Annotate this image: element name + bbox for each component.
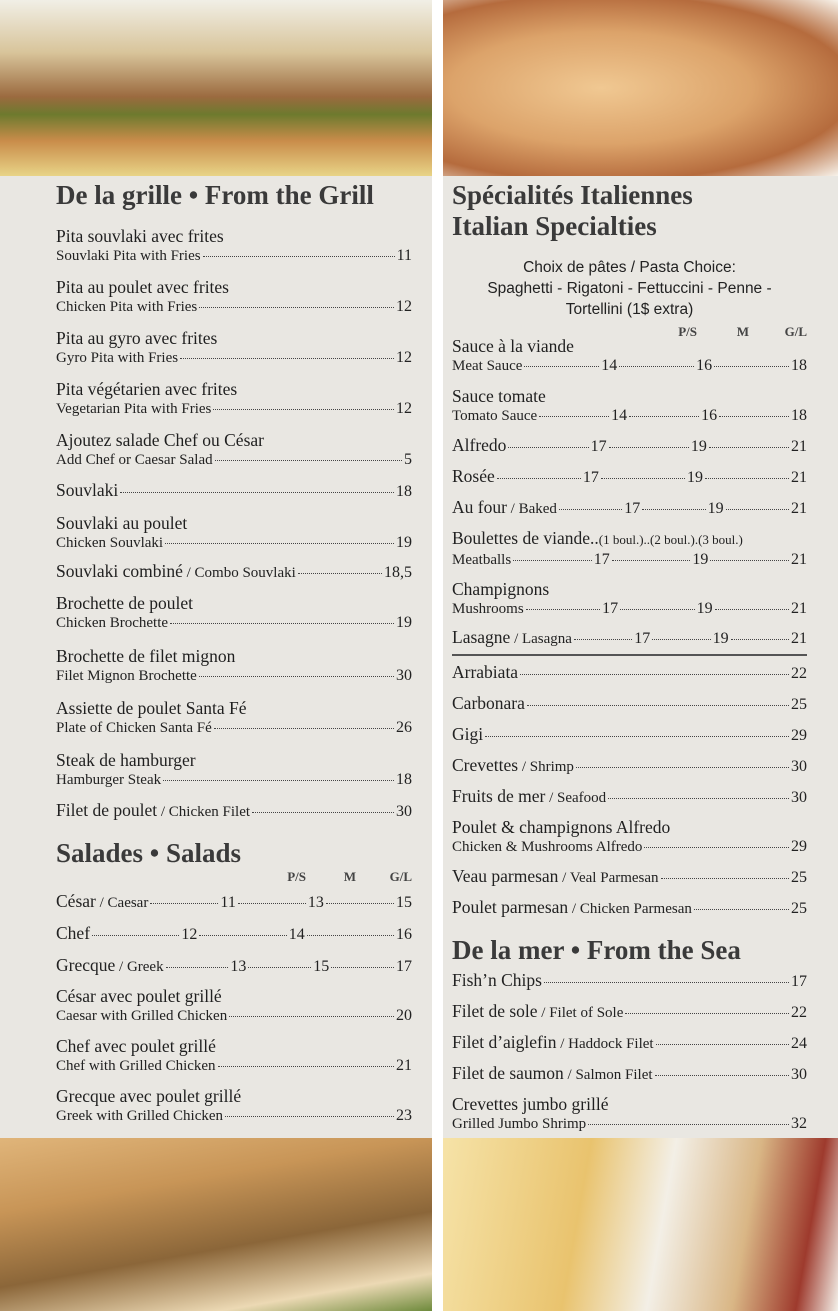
item-price: 30 [791, 1066, 807, 1083]
item-name-fr: Champignons [452, 579, 550, 599]
item-price: 17 [593, 551, 610, 568]
menu-item [56, 430, 412, 470]
item-price: 16 [696, 357, 713, 374]
item-name-fr: Filet de poulet [56, 800, 158, 820]
item-name-fr: César avec poulet grillé [56, 986, 222, 1006]
item-note: (1 boul.)..(2 boul.).(3 boul.) [598, 532, 743, 547]
item-name-fr: Filet d’aiglefin [452, 1032, 557, 1052]
item-price: 12 [396, 298, 412, 315]
item-price: 21 [396, 1057, 412, 1074]
item-price: 29 [791, 727, 807, 744]
menu-item [56, 698, 412, 738]
item-name-en: Chicken Souvlaki [56, 535, 164, 551]
item-price: 19 [686, 469, 703, 486]
item-name-fr: Sauce tomate [452, 386, 546, 406]
item-price: 15 [313, 958, 330, 975]
size-label: M [343, 869, 356, 884]
item-name-fr: Brochette de poulet [56, 593, 194, 613]
item-name-fr: Steak de hamburger [56, 750, 196, 770]
item-price: 12 [396, 349, 412, 366]
menu-item [452, 497, 807, 519]
menu-item [452, 755, 807, 777]
menu-item [56, 750, 412, 790]
menu-item [56, 1086, 412, 1126]
item-price: 15 [395, 894, 412, 911]
menu-item [452, 724, 807, 746]
item-price: 30 [396, 803, 412, 820]
item-price: 32 [791, 1115, 807, 1132]
menu-item [56, 593, 412, 633]
italian-section [452, 247, 807, 1134]
item-name-fr: Boulettes de viande.. [452, 528, 599, 548]
menu-item [452, 579, 807, 619]
item-name-fr: César [56, 891, 96, 911]
item-price: 17 [634, 630, 651, 647]
item-price: 17 [395, 958, 412, 975]
grill-section [56, 226, 412, 1126]
item-price: 13 [230, 958, 247, 975]
menu-item [452, 817, 807, 857]
item-price: 16 [396, 926, 413, 943]
item-price: 17 [791, 973, 807, 990]
item-price: 13 [307, 894, 324, 911]
item-name-en: / Lasagna [514, 631, 572, 647]
menu-item [56, 226, 412, 266]
item-name-fr: Alfredo [452, 435, 507, 455]
item-name-fr: Filet de saumon [452, 1063, 564, 1083]
item-price: 19 [396, 614, 412, 631]
item-name-en: Vegetarian Pita with Fries [56, 401, 212, 417]
item-price: 22 [791, 1004, 807, 1021]
item-name-en: / Seafood [549, 790, 607, 806]
column-divider [432, 0, 443, 1311]
item-price: 14 [601, 357, 618, 374]
menu-item [56, 379, 412, 419]
item-price: 18,5 [384, 564, 412, 581]
item-name-fr: Poulet parmesan [452, 897, 569, 917]
item-name-fr: Souvlaki [56, 480, 119, 500]
item-name-fr: Crevettes jumbo grillé [452, 1094, 609, 1114]
salads-heading: Salades • Salads [56, 838, 242, 868]
item-name-en: Add Chef or Caesar Salad [56, 452, 213, 468]
size-header [56, 869, 412, 885]
size-label: M [736, 324, 749, 339]
item-name-en: Plate of Chicken Santa Fé [56, 720, 212, 736]
item-price: 18 [791, 407, 807, 424]
item-name-en: Hamburger Steak [56, 772, 162, 788]
item-price: 18 [396, 483, 412, 500]
item-price: 24 [791, 1035, 807, 1052]
italian-heading [452, 180, 693, 242]
pita-wrap-photo [443, 1138, 838, 1311]
item-price: 11 [220, 894, 236, 911]
menu-item [452, 1094, 807, 1134]
grilled-chicken-photo [0, 1138, 432, 1311]
item-name-en: / Caesar [99, 895, 149, 911]
item-name-en: / Chicken Filet [160, 804, 251, 820]
pasta-choice-line: Spaghetti - Rigatoni - Fettuccini - Penne - [487, 280, 772, 297]
item-name-fr: Grecque [56, 955, 116, 975]
size-label: P/S [678, 324, 697, 339]
item-price: 19 [692, 551, 709, 568]
menu-item [56, 561, 412, 583]
item-name-en: Caesar with Grilled Chicken [56, 1008, 228, 1024]
item-name-en: Souvlaki Pita with Fries [56, 248, 201, 264]
item-name-en: Chicken Pita with Fries [56, 299, 198, 315]
size-label: G/L [389, 869, 412, 884]
item-name-fr: Pita au poulet avec frites [56, 277, 229, 297]
menu-item [56, 986, 412, 1026]
item-price: 25 [791, 900, 807, 917]
pasta-choice-line: Choix de pâtes / Pasta Choice: [523, 259, 736, 276]
item-name-en: / Filet of Sole [541, 1005, 624, 1021]
item-price: 26 [396, 719, 412, 736]
item-name-en: Mushrooms [452, 601, 524, 617]
menu-item [56, 328, 412, 368]
size-label: P/S [287, 869, 306, 884]
item-name-en: / Combo Souvlaki [186, 565, 296, 581]
menu-item [452, 528, 807, 570]
item-price: 25 [791, 869, 807, 886]
item-price: 18 [791, 357, 808, 374]
item-name-en: / Haddock Filet [560, 1036, 654, 1052]
menu-item [452, 627, 807, 649]
item-price: 12 [396, 400, 412, 417]
item-price: 18 [396, 771, 412, 788]
item-price: 29 [791, 838, 807, 855]
item-name-fr: Pita végétarien avec frites [56, 379, 238, 399]
item-name-en: / Baked [510, 501, 557, 517]
menu-item [452, 1001, 807, 1023]
menu-item [452, 386, 807, 426]
item-name-fr: Filet de sole [452, 1001, 538, 1021]
item-name-fr: Pita au gyro avec frites [56, 328, 218, 348]
item-price: 21 [791, 600, 807, 617]
item-name-en: / Veal Parmesan [562, 870, 659, 886]
item-name-en: Grilled Jumbo Shrimp [452, 1116, 587, 1132]
item-name-en: Chicken Brochette [56, 615, 169, 631]
menu-item [452, 662, 807, 684]
grill-heading: De la grille • From the Grill [56, 180, 374, 210]
item-name-en: / Salmon Filet [567, 1067, 653, 1083]
menu-item [56, 1036, 412, 1076]
menu-item [452, 336, 807, 376]
item-name-fr: Lasagne [452, 627, 511, 647]
menu-item [452, 1032, 807, 1054]
item-name-en: Meat Sauce [452, 358, 523, 374]
italian-heading-fr: Spécialités Italiennes [452, 180, 693, 210]
item-price: 30 [396, 667, 412, 684]
pasta-choice-line: Tortellini (1$ extra) [565, 301, 694, 318]
item-price: 21 [790, 630, 807, 647]
italian-heading-en: Italian Specialties [452, 211, 657, 241]
item-name-fr: Pita souvlaki avec frites [56, 226, 224, 246]
item-name-en: Tomato Sauce [452, 408, 538, 424]
item-price: 14 [288, 926, 305, 943]
item-name-fr: Brochette de filet mignon [56, 646, 236, 666]
item-price: 12 [181, 926, 198, 943]
item-price: 16 [701, 407, 718, 424]
menu-item [452, 897, 807, 919]
item-name-en: Chicken & Mushrooms Alfredo [452, 839, 643, 855]
item-price: 11 [396, 247, 412, 264]
menu-item [452, 1063, 807, 1085]
menu-item [452, 435, 807, 457]
item-name-fr: Carbonara [452, 693, 525, 713]
item-price: 22 [791, 665, 807, 682]
item-price: 21 [791, 469, 808, 486]
item-name-fr: Ajoutez salade Chef ou César [56, 430, 264, 450]
item-price: 30 [791, 789, 807, 806]
menu-item [56, 955, 412, 977]
item-price: 19 [696, 600, 713, 617]
item-price: 21 [791, 438, 807, 455]
pasta-choice [452, 257, 807, 320]
sea-heading: De la mer • From the Sea [452, 935, 741, 965]
item-price: 17 [602, 600, 619, 617]
item-name-fr: Sauce à la viande [452, 336, 574, 356]
item-price: 19 [396, 534, 412, 551]
item-name-fr: Arrabiata [452, 662, 519, 682]
item-name-en: Greek with Grilled Chicken [56, 1108, 224, 1124]
item-name-fr: Assiette de poulet Santa Fé [56, 698, 247, 718]
penne-pasta-photo [443, 0, 838, 176]
menu-item [56, 277, 412, 317]
item-name-fr: Souvlaki combiné [56, 561, 183, 581]
item-name-fr: Crevettes [452, 755, 519, 775]
item-price: 23 [396, 1107, 412, 1124]
item-name-en: / Chicken Parmesan [571, 901, 692, 917]
item-price: 21 [790, 551, 807, 568]
item-price: 19 [707, 500, 724, 517]
menu-item [452, 970, 807, 992]
item-name-fr: Gigi [452, 724, 484, 744]
menu-item [452, 866, 807, 888]
menu-item [56, 800, 412, 822]
item-name-fr: Poulet & champignons Alfredo [452, 817, 671, 837]
item-name-fr: Rosée [452, 466, 495, 486]
item-name-en: Chef with Grilled Chicken [56, 1058, 216, 1074]
item-name-fr: Fruits de mer [452, 786, 546, 806]
menu-item [56, 646, 412, 686]
item-price: 30 [791, 758, 807, 775]
item-price: 21 [791, 500, 807, 517]
menu-item [56, 480, 412, 502]
item-price: 17 [590, 438, 607, 455]
item-name-fr: Fish’n Chips [452, 970, 542, 990]
item-price: 19 [690, 438, 707, 455]
item-name-en: Filet Mignon Brochette [56, 668, 197, 684]
menu-item [452, 693, 807, 715]
section-divider [452, 654, 807, 656]
grilled-souvlaki-skewer-photo [0, 0, 432, 176]
menu-item [452, 466, 807, 488]
item-price: 17 [624, 500, 641, 517]
item-name-en: Meatballs [452, 552, 512, 568]
item-price: 17 [582, 469, 599, 486]
item-name-fr: Au four [452, 497, 507, 517]
menu-item [452, 786, 807, 808]
item-name-en: / Shrimp [521, 759, 574, 775]
item-price: 25 [791, 696, 807, 713]
item-price: 20 [396, 1007, 412, 1024]
item-name-fr: Grecque avec poulet grillé [56, 1086, 242, 1106]
item-name-en: / Greek [119, 959, 164, 975]
item-name-fr: Chef [56, 923, 91, 943]
size-label: G/L [784, 324, 807, 339]
menu-item [56, 513, 412, 553]
item-price: 19 [712, 630, 729, 647]
item-name-fr: Veau parmesan [452, 866, 559, 886]
item-name-fr: Chef avec poulet grillé [56, 1036, 216, 1056]
menu-item [56, 891, 412, 913]
item-name-en: Gyro Pita with Fries [56, 350, 179, 366]
item-price: 14 [611, 407, 628, 424]
menu-item [56, 923, 412, 945]
item-name-fr: Souvlaki au poulet [56, 513, 188, 533]
item-price: 5 [404, 451, 412, 468]
